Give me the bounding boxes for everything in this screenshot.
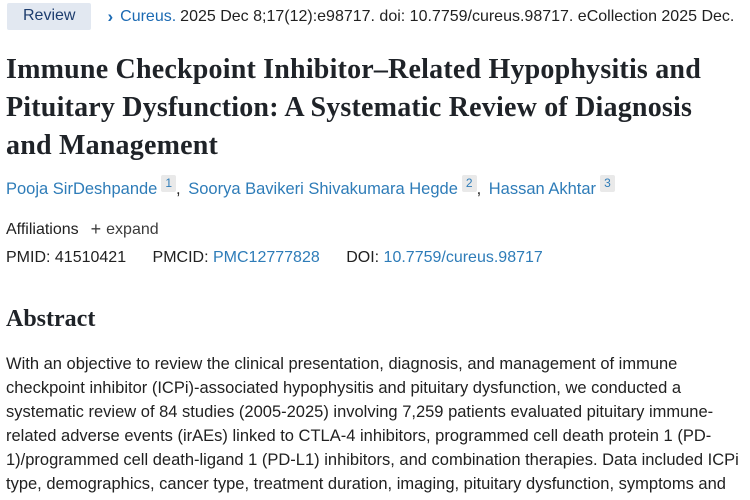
author-affiliation-sup: 2 — [462, 175, 477, 192]
abstract-heading: Abstract — [6, 306, 96, 332]
authors-list — [6, 176, 740, 199]
article-title: Immune Checkpoint Inhibitor–Related Hypophysitis and Pituitary Dysfunction: A Systematic Review of Diagnosis and Management — [6, 54, 701, 161]
plus-icon: + — [90, 219, 102, 239]
doi-group — [346, 249, 543, 266]
pmid-value: 41510421 — [54, 249, 127, 266]
expand-label: expand — [106, 220, 159, 238]
author-link[interactable]: Pooja SirDeshpande — [6, 180, 158, 198]
abstract-text: With an objective to review the clinical presentation, diagnosis, and management of immune checkpoint inhibitor (ICPi)-associated hypophysitis and pituitary dysfunction, we conducted a systematic review of 84 studies (2005-2025) involving 7,259 patients evaluated pituitary immune-related adverse events (irAEs) linked to CTLA-4 inhibitors, programmed cell death protein 1 (PD-1)/programmed cell death-ligand 1 (PD-L1) inhibitors, and combination therapies. Data included ICPi type, demographics, cancer type, treatment duration, imaging, pituitary dysfunction, symptoms and — [6, 355, 739, 493]
author-link[interactable]: Soorya Bavikeri Shivakumara Hegde — [188, 180, 458, 198]
identifiers-row — [6, 249, 740, 267]
chevron-right-icon: › — [107, 6, 114, 26]
publication-type-badge: Review — [7, 3, 91, 30]
pmcid-group — [153, 249, 325, 266]
citation-text: 2025 Dec 8;17(12):e98717. doi: 10.7759/cureus.98717. eCollection 2025 Dec. — [180, 7, 735, 25]
author-separator: , — [476, 180, 482, 198]
pmcid-label: PMCID: — [152, 249, 209, 266]
affiliations-row — [6, 219, 740, 240]
affiliations-expand-button[interactable] — [91, 219, 159, 240]
pmid-label: PMID: — [6, 249, 51, 266]
pmid-group — [6, 249, 131, 266]
citation-bar — [6, 3, 740, 30]
author-affiliation-sup: 1 — [161, 175, 176, 192]
journal-link[interactable]: Cureus. — [120, 7, 177, 25]
author-affiliation-sup: 3 — [600, 175, 615, 192]
doi-link[interactable]: 10.7759/cureus.98717 — [383, 249, 543, 266]
pmcid-link[interactable]: PMC12777828 — [213, 249, 320, 266]
doi-label: DOI: — [346, 249, 380, 266]
author-link[interactable]: Hassan Akhtar — [488, 180, 597, 198]
affiliations-label: Affiliations — [6, 220, 79, 238]
author-separator: , — [176, 180, 181, 198]
